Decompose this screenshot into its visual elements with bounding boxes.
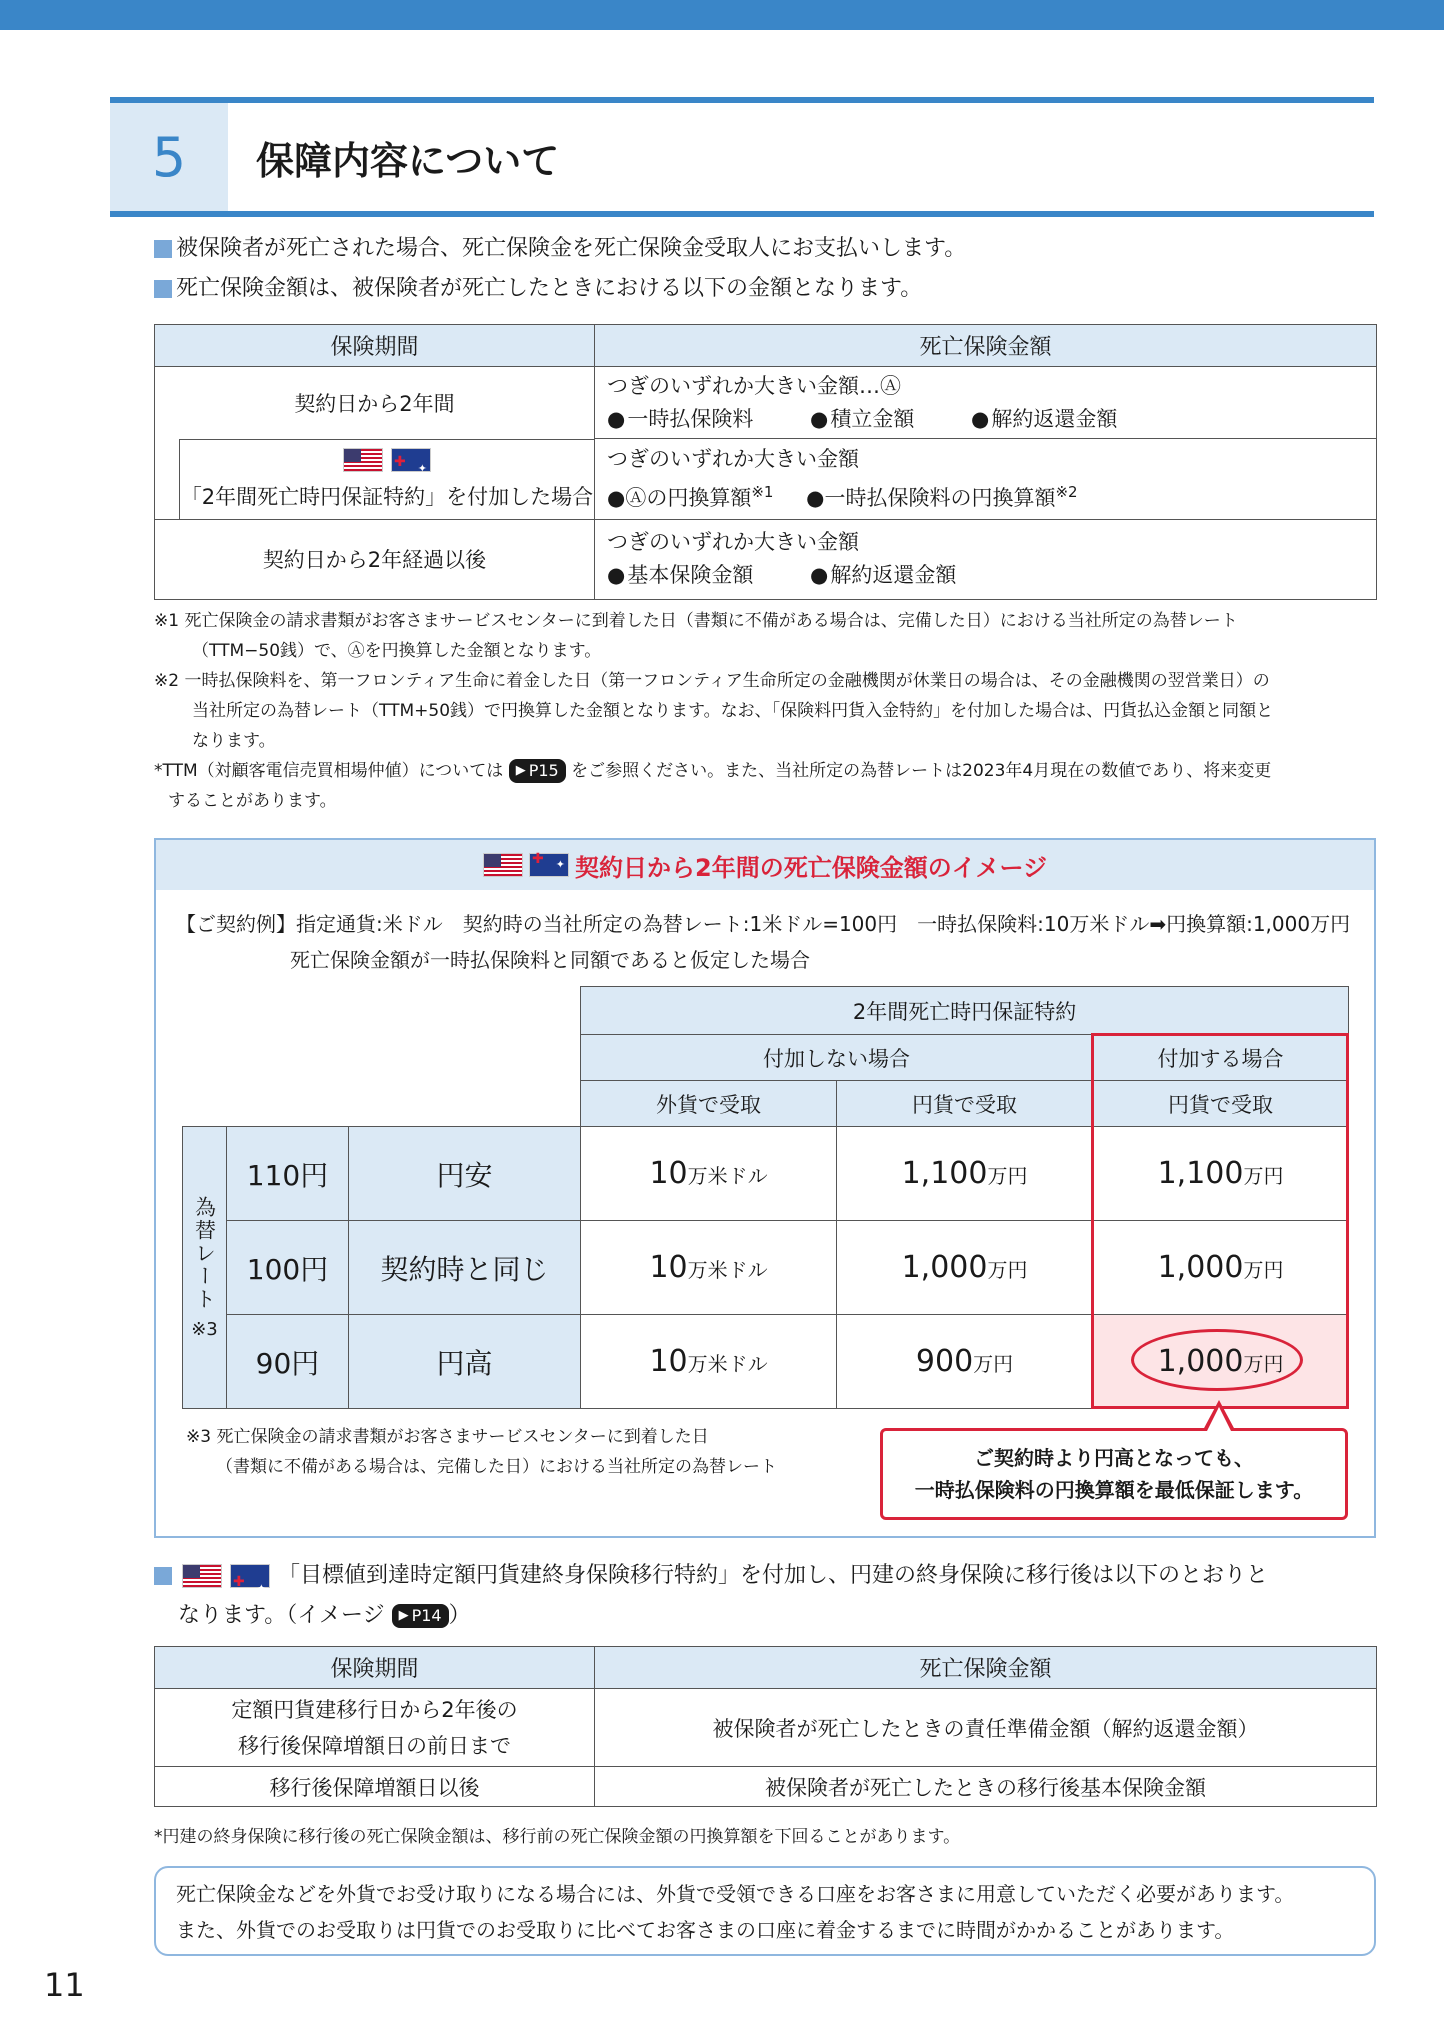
australia-flag-icon <box>230 1564 270 1588</box>
panel-foot-2: （書類に不備がある場合は、完備した日）における当社所定の為替レート <box>216 1457 777 1477</box>
note-ref-1: ※1 <box>751 482 774 501</box>
table1-row3-amount <box>595 519 1377 599</box>
bullet3-text-1: 「目標値到達時定額円貨建終身保険移行特約」を付加し、円建の終身保険に移行後は以下のとおりと <box>278 1563 1269 1588</box>
amount-unit: 万円 <box>987 1164 1028 1188</box>
square-bullet-icon <box>154 240 172 258</box>
yen-amount <box>837 1221 1093 1315</box>
top-band <box>0 0 1444 30</box>
table1-row1-items <box>607 403 1376 436</box>
callout-line-1: ご契約時より円高となっても、 <box>974 1446 1254 1470</box>
table1-row3-item: ● 基本保険金額 <box>607 563 753 587</box>
amount-number: 10 <box>649 1250 688 1285</box>
final-line-2: また、外貨でのお受取りは円貨でのお受取りに比べてお客さまの口座に着金するまでに時間がかかることがあります。 <box>176 1918 1235 1942</box>
panel-footnote <box>186 1422 777 1482</box>
with-rider-header: 付加する場合 <box>1093 1035 1349 1081</box>
rate-label: 円安 <box>349 1127 581 1221</box>
note-2a: ※2 一時払保険料を、第一フロンティア生命に着金した日（第一フロンティア生命所定の金融機関が休業日の場合は、その金融機関の翌営業日）の <box>154 671 1270 691</box>
amount-number: 1,000 <box>1157 1250 1244 1285</box>
amount-number: 1,100 <box>1157 1156 1244 1191</box>
side-label-note: ※3 <box>191 1318 218 1340</box>
intro-bullet-1 <box>154 233 966 265</box>
note-ref-2: ※2 <box>1055 482 1078 501</box>
table2-head-amount: 死亡保険金額 <box>595 1647 1377 1689</box>
table1-head-amount: 死亡保険金額 <box>595 325 1377 367</box>
guarantee-callout <box>880 1428 1348 1520</box>
amount-unit: 万米ドル <box>687 1164 768 1188</box>
table1-row2-item1: Ⓐの円換算額 <box>625 485 752 510</box>
section-header <box>110 97 1374 217</box>
amount-number: 1,000 <box>1157 1344 1244 1379</box>
amount-unit: 万円 <box>987 1258 1028 1282</box>
section-number: 5 <box>110 103 228 211</box>
flag-pair <box>343 448 431 472</box>
yen-amount <box>837 1315 1093 1409</box>
yen-amount-rider <box>1093 1127 1349 1221</box>
table2-row1-period-a: 定額円貨建移行日から2年後の <box>231 1697 518 1722</box>
foreign-receipt-header: 外貨で受取 <box>581 1081 837 1127</box>
us-flag-icon <box>182 1564 222 1588</box>
foreign-amount <box>581 1221 837 1315</box>
table1-row3-item: ● 解約返還金額 <box>810 563 956 587</box>
page-ref-p15[interactable]: ▶ P15 <box>509 759 566 783</box>
table2-row2-period: 移行後保障増額日以後 <box>155 1767 595 1807</box>
guarantee-oval <box>1131 1329 1303 1391</box>
rate-value: 90円 <box>227 1315 349 1409</box>
square-bullet-icon <box>154 280 172 298</box>
intro-text-2: 死亡保険金額は、被保険者が死亡したときにおける以下の金額となります。 <box>176 276 923 301</box>
table1-row2-item2: 一時払保険料の円換算額 <box>824 485 1056 510</box>
table2-row2-amount: 被保険者が死亡したときの移行後基本保険金額 <box>595 1767 1377 1807</box>
bullet3-text-2: なります。（イメージ <box>178 1603 385 1628</box>
final-line-1: 死亡保険金などを外貨でお受け取りになる場合には、外貨で受領できる口座をお客さまに用意していただく必要があります。 <box>176 1882 1295 1906</box>
rate-label: 契約時と同じ <box>349 1221 581 1315</box>
exchange-rate-side-label <box>183 1127 227 1409</box>
table2-row1-period-b: 移行後保障増額日の前日まで <box>238 1733 511 1758</box>
yen-amount-rider <box>1093 1221 1349 1315</box>
table1-row3-items <box>607 559 1376 592</box>
us-flag-icon <box>343 448 383 472</box>
note-1a: ※1 死亡保険金の請求書類がお客さまサービスセンターに到着した日（書類に不備がある場合は、完備した日）における当社所定の為替レート <box>154 611 1238 631</box>
note-ttm <box>154 756 1380 786</box>
amount-number: 10 <box>649 1344 688 1379</box>
square-bullet-icon <box>154 1567 172 1585</box>
yen-amount <box>837 1127 1093 1221</box>
table1-row2-period-cell <box>155 439 595 520</box>
panel-foot-1: ※3 死亡保険金の請求書類がお客さまサービスセンターに到着した日 <box>186 1427 709 1447</box>
amount-unit: 万円 <box>1243 1164 1284 1188</box>
panel-title: 契約日から2年間の死亡保険金額のイメージ <box>575 853 1047 882</box>
table1-row2-line: つぎのいずれか大きい金額 <box>607 446 859 471</box>
intro-bullet-2 <box>154 273 922 305</box>
table1-row3-period: 契約日から2年経過以後 <box>155 519 595 599</box>
table1-row1-item: ● 一時払保険料 <box>607 407 753 431</box>
note-2c: なります。 <box>192 731 276 751</box>
rate-value: 100円 <box>227 1221 349 1315</box>
bullet3-text-3: ） <box>448 1603 471 1628</box>
amount-number: 900 <box>915 1344 974 1379</box>
page-number: 11 <box>44 1966 85 2004</box>
table1-row1-item: ● 解約返還金額 <box>971 407 1117 431</box>
receipt-notice-box <box>154 1866 1376 1956</box>
table2-row1-period <box>155 1689 595 1767</box>
page-ref-p14[interactable]: ▶ P14 <box>392 1604 449 1628</box>
table2-head-period: 保険期間 <box>155 1647 595 1689</box>
note-2b: 当社所定の為替レート（TTM+50銭）で円換算した金額となります。なお、「保険料円貨入金特約」を付加した場合は、円貨払込金額と同額と <box>192 701 1274 721</box>
example-line-2: 死亡保険金額が一時払保険料と同額であると仮定した場合 <box>290 948 810 972</box>
table1-row1-period: 契約日から2年間 <box>155 367 595 439</box>
note-bottom: *円建の終身保険に移行後の死亡保険金額は、移行前の死亡保険金額の円換算額を下回ることがあります。 <box>154 1827 961 1847</box>
amount-unit: 万円 <box>1243 1258 1284 1282</box>
table1-row3-line: つぎのいずれか大きい金額 <box>607 530 859 554</box>
amount-unit: 万円 <box>1243 1352 1284 1376</box>
table1-row1-item: ● 積立金額 <box>810 407 914 431</box>
side-label-text: 為替レート <box>192 1195 217 1311</box>
table1-row1-line: つぎのいずれか大きい金額…Ⓐ <box>607 373 901 398</box>
us-flag-icon <box>483 853 523 877</box>
amount-number: 1,100 <box>901 1156 988 1191</box>
callout-line-2: 一時払保険料の円換算額を最低保証します。 <box>914 1478 1314 1502</box>
table1-head-period: 保険期間 <box>155 325 595 367</box>
table1-row1-amount <box>595 367 1377 439</box>
rate-label: 円高 <box>349 1315 581 1409</box>
australia-flag-icon <box>391 448 431 472</box>
table1-row2-period: 「2年間死亡時円保証特約」を付加した場合 <box>180 484 594 509</box>
note-1b: （TTM−50銭）で、Ⓐを円換算した金額となります。 <box>192 641 602 661</box>
australia-flag-icon <box>529 853 569 877</box>
transition-rider-bullet <box>154 1556 1378 1636</box>
note-ttm-post: をご参照ください。また、当社所定の為替レートは2023年4月現在の数値であり、将来変更 <box>571 761 1272 781</box>
death-benefit-table <box>154 324 1377 600</box>
foreign-amount <box>581 1315 837 1409</box>
note-ttm-pre: *TTM（対顧客電信売買相場仲値）については <box>154 761 504 781</box>
note-ttm-line2: することがあります。 <box>168 791 337 811</box>
post-transition-table <box>154 1646 1377 1807</box>
contract-example <box>176 906 1350 978</box>
callout-pointer-inner <box>1207 1407 1231 1431</box>
rate-value: 110円 <box>227 1127 349 1221</box>
table1-row2-amount: つぎのいずれか大きい金額 ●Ⓐの円換算額$^{※1}$ ●一時払保険料の円換算額$^{※2}$ <box>595 439 1377 520</box>
amount-unit: 万米ドル <box>687 1258 768 1282</box>
amount-unit: 万円 <box>973 1352 1014 1376</box>
intro-text-1: 被保険者が死亡された場合、死亡保険金を死亡保険金受取人にお支払いします。 <box>176 236 967 261</box>
amount-number: 10 <box>649 1156 688 1191</box>
yen-receipt-header: 円貨で受取 <box>837 1081 1093 1127</box>
amount-unit: 万米ドル <box>687 1352 768 1376</box>
panel-header <box>156 840 1374 890</box>
yen-receipt-header-rider: 円貨で受取 <box>1093 1081 1349 1127</box>
foreign-amount <box>581 1127 837 1221</box>
footnotes <box>154 606 1380 816</box>
table2-row1-amount: 被保険者が死亡したときの責任準備金額（解約返還金額） <box>595 1689 1377 1767</box>
example-line-1: 【ご契約例】指定通貨:米ドル 契約時の当社所定の為替レート:1米ドル=100円 一時払保険料:10万米ドル➡円換算額:1,000万円 <box>176 912 1351 936</box>
rider-header: 2年間死亡時円保証特約 <box>581 987 1349 1035</box>
without-rider-header: 付加しない場合 <box>581 1035 1093 1081</box>
section-title: 保障内容について <box>256 138 560 183</box>
amount-number: 1,000 <box>901 1250 988 1285</box>
